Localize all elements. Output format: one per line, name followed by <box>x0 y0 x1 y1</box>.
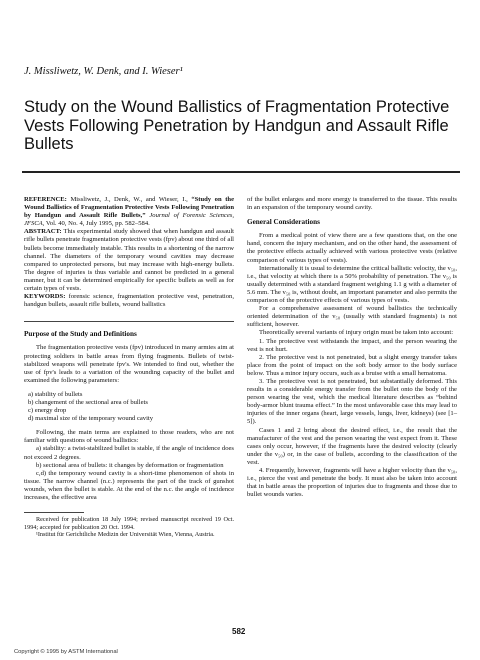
author-line: J. Missliwetz, W. Denk, and I. Wieser¹ <box>24 66 183 77</box>
general-paragraph-1: From a medical point of view there are a few questions that, on the one hand, concern the injury mechanism, and on the other hand, the assessment of the protective effects actually achieved with various protective vests (relative comparison of various types of vests). <box>247 232 457 264</box>
footnote-received: Received for publication 18 July 1994; revised manuscript received 19 Oct. 1994; accepted for publication 20 Oct. 1994. <box>24 516 234 531</box>
case-3: 3. The protective vest is not penetrated, but substantially deformed. This results in a considerable energy transfer from the bullet onto the body of the person wearing the vest, which the medical literature describes as “behind body-armor blunt trauma effect.” In the most unfavorable case this may lead to injuries of the inner organs (heart, large vessels, lungs, liver, kidneys) (see [1–5]). <box>247 377 457 426</box>
keywords-text: forensic science, fragmentation protective vest, penetration, handgun bullets, assault rifle bullets, wound ballistics <box>24 293 234 309</box>
keywords-block <box>24 293 234 309</box>
reference-block <box>24 196 234 228</box>
abstract-block <box>24 228 234 293</box>
right-column <box>247 196 457 499</box>
copyright-notice: Copyright © 1995 by ASTM International <box>14 649 118 655</box>
reference-citation-title: “Study on the Wound Ballistics of Fragmentation Protective Vests Following Penetration by Handgun and Assault Rifle Bullets,” <box>24 196 235 220</box>
general-paragraph-2: Internationally it is usual to determine the critical ballistic velocity, the v₅₀, i.e., that velocity at which there is a 50% probability of penetration. The v₅₀ is usually determined with a standard fragment weighing 1.1 g with a diameter of 5.6 mm. The v₅₀ is, without doubt, an important parameter and also permits the comparison of the protective effects of various types of vests. <box>247 264 457 305</box>
case-4: 4. Frequently, however, fragments will have a higher velocity than the v₅₀, i.e., pierce the vest and penetrate the body. It must also be taken into account that in battle areas the proportion of injuries due to fragments and those due to bullet wounds varies. <box>247 467 457 499</box>
parameter-list <box>28 391 234 423</box>
page-number: 582 <box>232 627 246 636</box>
abstract-text: This experimental study showed that when handgun and assault rifle bullets penetrate fragmentation protective vests (fpv) about one third of all bullets become immediately instable. This results in a shortening of the narrow channel. The diameters of the temporary wound cavities may decrease compared to unprotected persons, but may increase with high-energy bullets. The degree of injuries is thus variable and cannot be predicted in a general manner, but it can be determined empirically for specific bullets as well as for certain types of vests. <box>24 228 234 293</box>
case-1: 1. The protective vest withstands the impact, and the person wearing the vest is not hurt. <box>247 337 457 353</box>
footnote-institute: ¹Institut für Gerichtliche Medizin der Universität Wien, Vienna, Austria. <box>36 531 215 539</box>
reference-journal: Journal of Forensic Sciences, JFSCA, <box>24 212 234 228</box>
parameter-item: b) changement of the sectional area of bullets <box>28 398 148 406</box>
definition-wound-cavity: c,d) the temporary wound cavity is a short-time phenomenon of shots in tissue. The narrow channel (n.c.) represents the part of the track of gunshot wounds, when the bullet is stable. At the end of the n.c. the angle of incidence increases, the effective area <box>24 469 234 501</box>
reference-label: REFERENCE: <box>24 196 67 203</box>
general-paragraph-4: Theoretically several variants of injury origin must be taken into account: <box>259 329 454 337</box>
title-divider <box>22 171 460 173</box>
general-paragraph-3: For a comprehensive assessment of wound ballistics the technically oriented determination of the v₅₀ (usually with standard fragments) is not sufficient, however. <box>247 305 457 329</box>
keywords-label: KEYWORDS: <box>24 293 66 301</box>
section-divider <box>24 321 234 322</box>
purpose-paragraph-1: The fragmentation protective vests (fpv) introduced in many armies aim at protecting soldiers in battle areas from flying fragments. Bullets of twist-stabilized weapons will penetrate fpv's. We intended to find out, whether the use of fpv's leads to a variation of the wounding capacity of the bullet and examined the following parameters: <box>24 344 234 384</box>
article-title: Study on the Wound Ballistics of Fragmentation Protective Vests Following Penetration by Handgun and Assault Rifle Bullets <box>24 98 450 153</box>
reference-citation-start: Missliwetz, J., Denk, W., and Wieser, I., <box>66 196 192 203</box>
parameter-item: a) stability of bullets <box>28 390 83 398</box>
parameter-item: c) energy drop <box>28 407 67 415</box>
general-paragraph-5: Cases 1 and 2 bring about the desired effect, i.e., the result that the manufacturer of the vest and the person wearing the vest expect from it. These cases only occur, however, if the fragments have the desired velocity (clearly under the v₅₀) or, in the case of bullets, according to the classification of the vest. <box>247 426 457 466</box>
abstract-label: ABSTRACT: <box>24 228 62 236</box>
continuation-paragraph: of the bullet enlarges and more energy is transferred to the tissue. This results in an expansion of the temporary wound cavity. <box>247 196 457 212</box>
left-column <box>24 196 234 539</box>
case-2: 2. The protective vest is not penetrated, but a slight energy transfer takes place from the point of impact on the soft body armor to the body surface below. Thus a minor injury occurs, such as a bruise with a small hematoma. <box>247 353 457 377</box>
definition-sectional-area: b) sectional area of bullets: it changes by deformation or fragmentation <box>36 461 224 469</box>
footnote-divider <box>24 512 84 513</box>
reference-citation-end: Vol. 40, No. 4, July 1995, pp. 582–584. <box>44 220 150 228</box>
parameter-item: d) maximal size of the temporary wound cavity <box>28 415 154 423</box>
general-considerations-heading: General Considerations <box>247 218 320 227</box>
purpose-paragraph-2: Following, the main terms are explained to those readers, who are not familiar with questions of wound ballistics: <box>24 429 234 445</box>
purpose-heading: Purpose of the Study and Definitions <box>24 330 137 339</box>
definition-stability: a) stability: a twist-stabilized bullet is stable, if the angle of incidence does not exceed 2 degrees. <box>24 445 234 461</box>
